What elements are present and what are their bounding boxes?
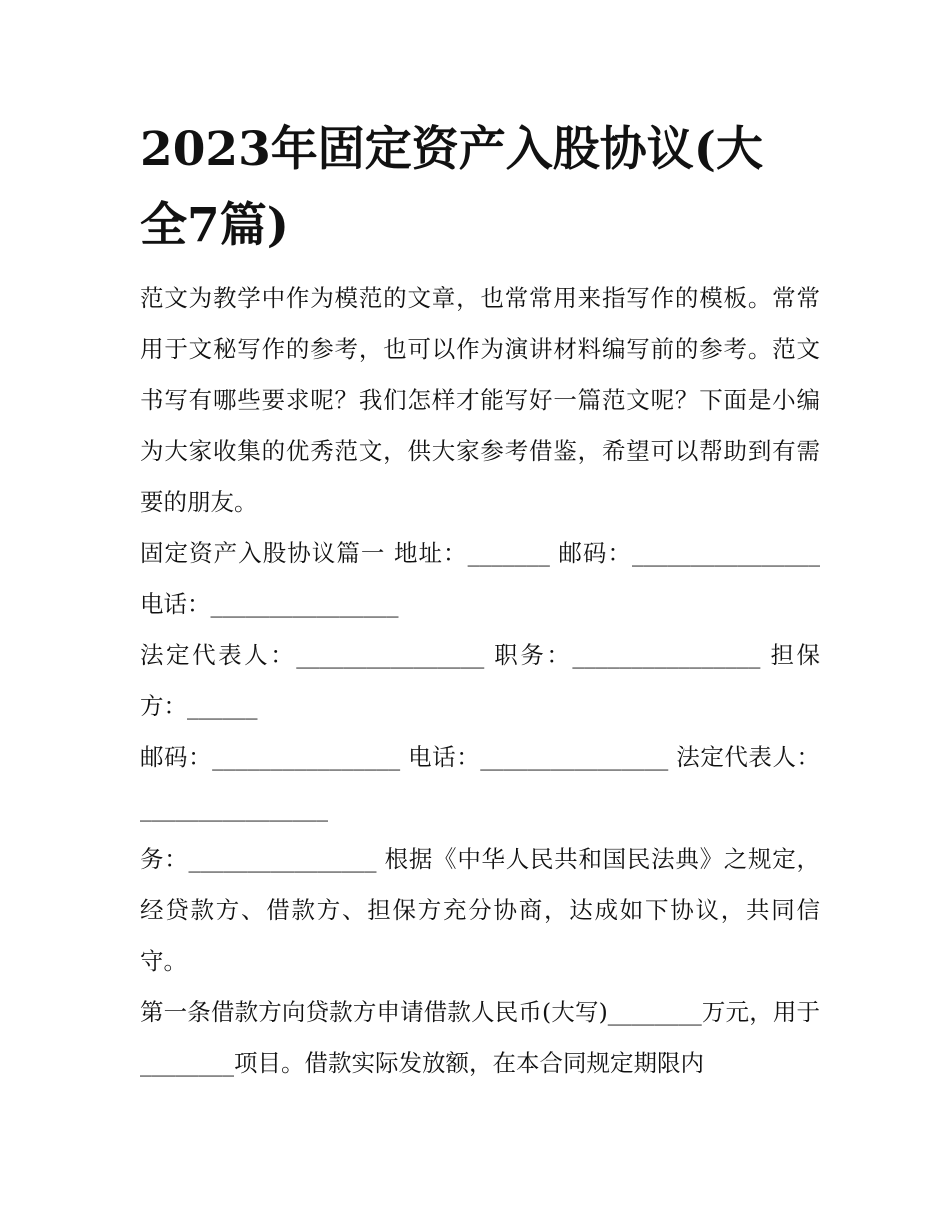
intro-paragraph: 范文为教学中作为模范的文章，也常常用来指写作的模板。常常用于文秘写作的参考，也可以作为演讲材料编写前的参考。范文书写有哪些要求呢？我们怎样才能写好一篇范文呢？下面是小编为大家收集的优秀范文，供大家参考借鉴，希望可以帮助到有需要的朋友。 (140, 284, 820, 516)
article-one-paragraph: 第一条借款方向贷款方申请借款人民币(大写)________万元，用于________项目。借款实际发放额，在本合同规定期限内 (140, 998, 820, 1077)
legal-basis-paragraph: 务：________________ 根据《中华人民共和国民法典》之规定，经贷款方、借款方、担保方充分协商，达成如下协议，共同信守。 (140, 845, 820, 975)
document-body (140, 273, 820, 1089)
representative-paragraph: 法定代表人：________________ 职务：________________ 担保方：______ (140, 641, 820, 720)
document-title: 2023年固定资产入股协议(大全7篇) (140, 122, 764, 253)
address-paragraph: 固定资产入股协议篇一 地址：_______ 邮码：________________ 电话：________________ (140, 539, 820, 618)
guarantor-contact-paragraph: 邮码：________________ 电话：________________ 法定代表人：________________ (140, 743, 820, 822)
